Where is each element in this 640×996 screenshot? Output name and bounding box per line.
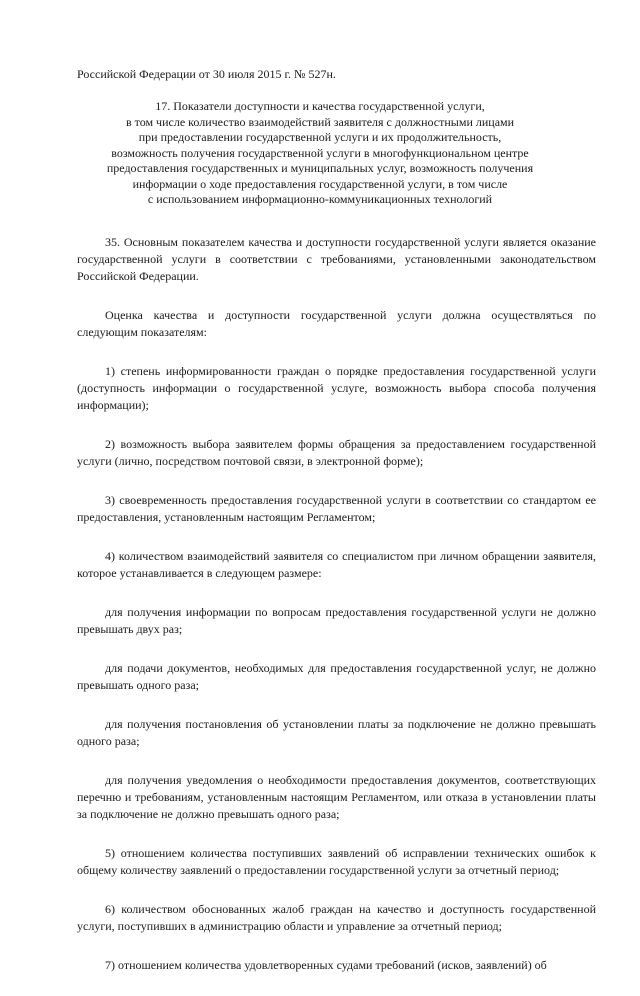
paragraph-item-7: 7) отношением количества удовлетворенных судами требований (исков, заявлений) об <box>105 958 547 972</box>
heading-line: информации о ходе предоставления государственной услуги, в том числе <box>132 176 508 191</box>
heading-line: при предоставлении государственной услуги и их продолжительность, <box>138 130 502 144</box>
paragraph-subitem-documents: для подачи документов, необходимых для предоставления государственной услуг, не должно превышать одного раза; <box>77 661 596 692</box>
heading-line: предоставления государственных и муниципальных услуг, возможность получения <box>106 161 534 175</box>
paragraph-item-4: 4) количеством взаимодействий заявителя со специалистом при личном обращении заявителя, которое устанавливается в следующем размере: <box>77 549 596 580</box>
paragraph-item-1: 1) степень информированности граждан о порядке предоставления государственной услуги (доступность информации о государственной услуге, возможность выбора способа получения информации); <box>77 364 596 412</box>
document-body <box>77 234 596 996</box>
heading-line: с использованием информационно-коммуникационных технологий <box>147 192 493 206</box>
paragraph-subitem-info: для получения информации по вопросам предоставления государственной услуги не должно превышать двух раз; <box>77 605 596 636</box>
heading-line: 17. Показатели доступности и качества государственной услуги, <box>155 99 485 113</box>
paragraph-subitem-resolution: для получения постановления об установлении платы за подключение не должно превышать одного раза; <box>77 717 596 748</box>
heading-line: в том числе количество взаимодействий заявителя с должностными лицами <box>125 114 515 129</box>
paragraph-item-3: 3) своевременность предоставления государственной услуги в соответствии со стандартом ее предоставления, установленным настоящим Регламентом; <box>77 493 596 524</box>
heading-line: возможность получения государственной услуги в многофункциональном центре <box>111 145 529 160</box>
paragraph-35: 35. Основным показателем качества и доступности государственной услуги является оказание государственной услуги в соответствии с требованиями, установленными законодательством Российской Федерации. <box>77 235 596 283</box>
section-heading <box>70 99 570 208</box>
paragraph-assessment: Оценка качества и доступности государственной услуги должна осуществляться по следующим показателям: <box>77 308 596 339</box>
paragraph-item-2: 2) возможность выбора заявителем формы обращения за предоставлением государственной услуги (лично, посредством почтовой связи, в электронной форме); <box>77 437 596 468</box>
intro-line: Российской Федерации от 30 июля 2015 г. № 527н. <box>77 67 336 81</box>
paragraph-item-5: 5) отношением количества поступивших заявлений об исправлении технических ошибок к общему количеству заявлений о предоставлении государственной услуги за отчетный период; <box>77 846 596 877</box>
paragraph-item-6: 6) количеством обоснованных жалоб граждан на качество и доступность государственной услуги, поступивших в администрацию области и управление за отчетный период; <box>77 902 596 933</box>
paragraph-subitem-notice: для получения уведомления о необходимости предоставления документов, соответствующих перечню и требованиям, установленным настоящим Регламентом, или отказа в установлении платы за подключение не должно превышать одного раза; <box>77 773 596 821</box>
